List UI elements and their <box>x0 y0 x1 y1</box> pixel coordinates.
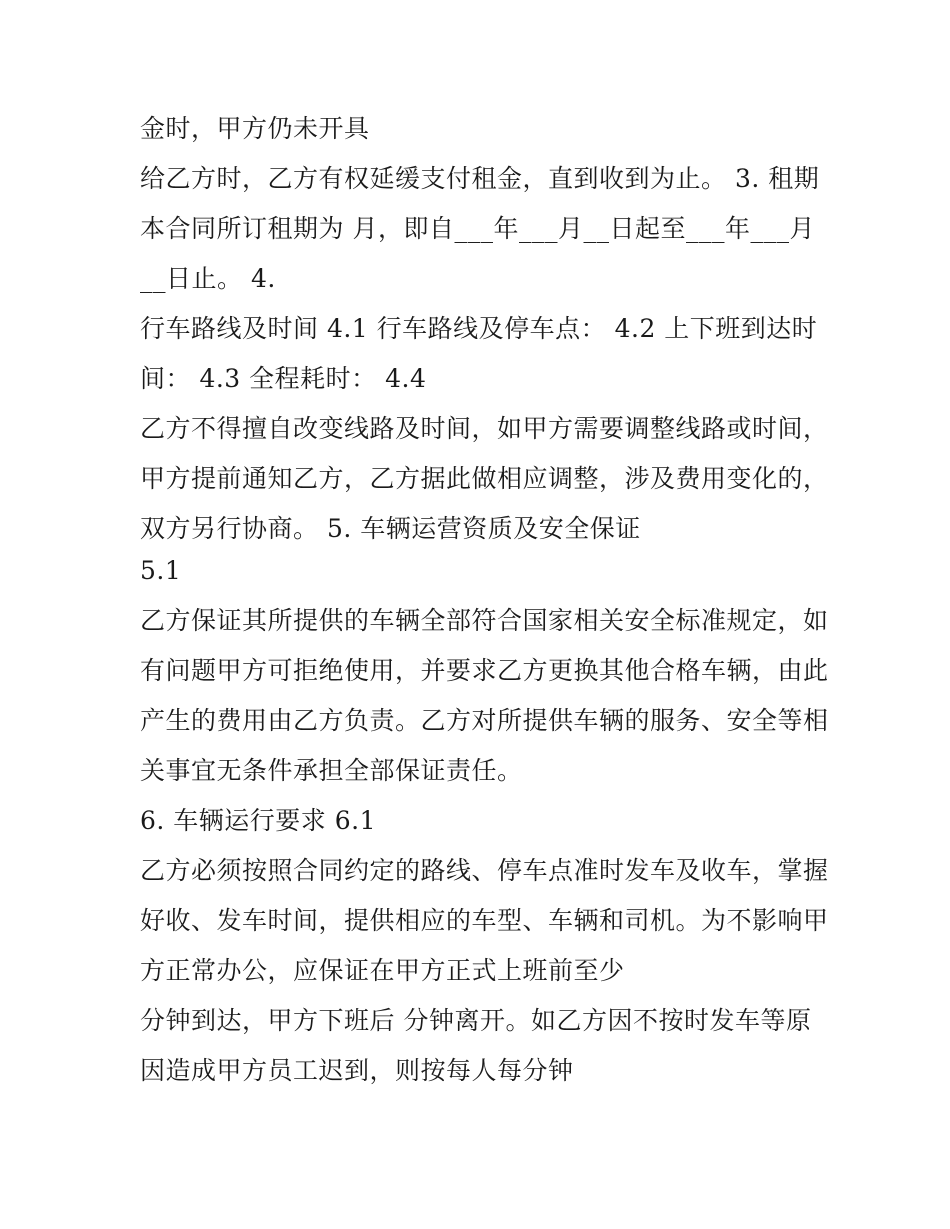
text-line: 双方另行协商。 5. 车辆运营资质及安全保证 <box>140 514 641 543</box>
text-line: 甲方提前通知乙方，乙方据此做相应调整，涉及费用变化的， <box>140 464 829 493</box>
text-line: 行车路线及时间 4.1 行车路线及停车点： 4.2 上下班到达时 <box>140 314 818 343</box>
text-line: 关事宜无条件承担全部保证责任。 <box>140 756 523 785</box>
text-line: 乙方不得擅自改变线路及时间，如甲方需要调整线路或时间， <box>140 414 829 443</box>
text-line: 6. 车辆运行要求 6.1 <box>140 806 377 835</box>
text-line: 间： 4.3 全程耗时： 4.4 <box>140 364 427 393</box>
text-line: 因造成甲方员工迟到，则按每人每分钟 <box>140 1056 574 1085</box>
text-line: 5.1 <box>140 556 182 585</box>
text-line: 乙方必须按照合同约定的路线、停车点准时发车及收车，掌握 <box>140 856 829 885</box>
text-line: 分钟到达，甲方下班后 分钟离开。如乙方因不按时发车等原 <box>140 1006 812 1035</box>
text-line: 乙方保证其所提供的车辆全部符合国家相关安全标准规定，如 <box>140 606 829 635</box>
text-line: 方正常办公，应保证在甲方正式上班前至少 <box>140 956 625 985</box>
text-line: 本合同所订租期为 月，即自___年___月__日起至___年___月 <box>140 214 815 243</box>
text-line: __日止。 4. <box>140 264 276 293</box>
text-line: 有问题甲方可拒绝使用，并要求乙方更换其他合格车辆，由此 <box>140 656 829 685</box>
text-line: 给乙方时，乙方有权延缓支付租金，直到收到为止。 3. 租期 <box>140 164 820 193</box>
text-line: 产生的费用由乙方负责。乙方对所提供车辆的服务、安全等相 <box>140 706 829 735</box>
contract-text <box>140 108 830 1100</box>
text-line: 好收、发车时间，提供相应的车型、车辆和司机。为不影响甲 <box>140 906 829 935</box>
text-line: 金时，甲方仍未开具 <box>140 114 370 143</box>
